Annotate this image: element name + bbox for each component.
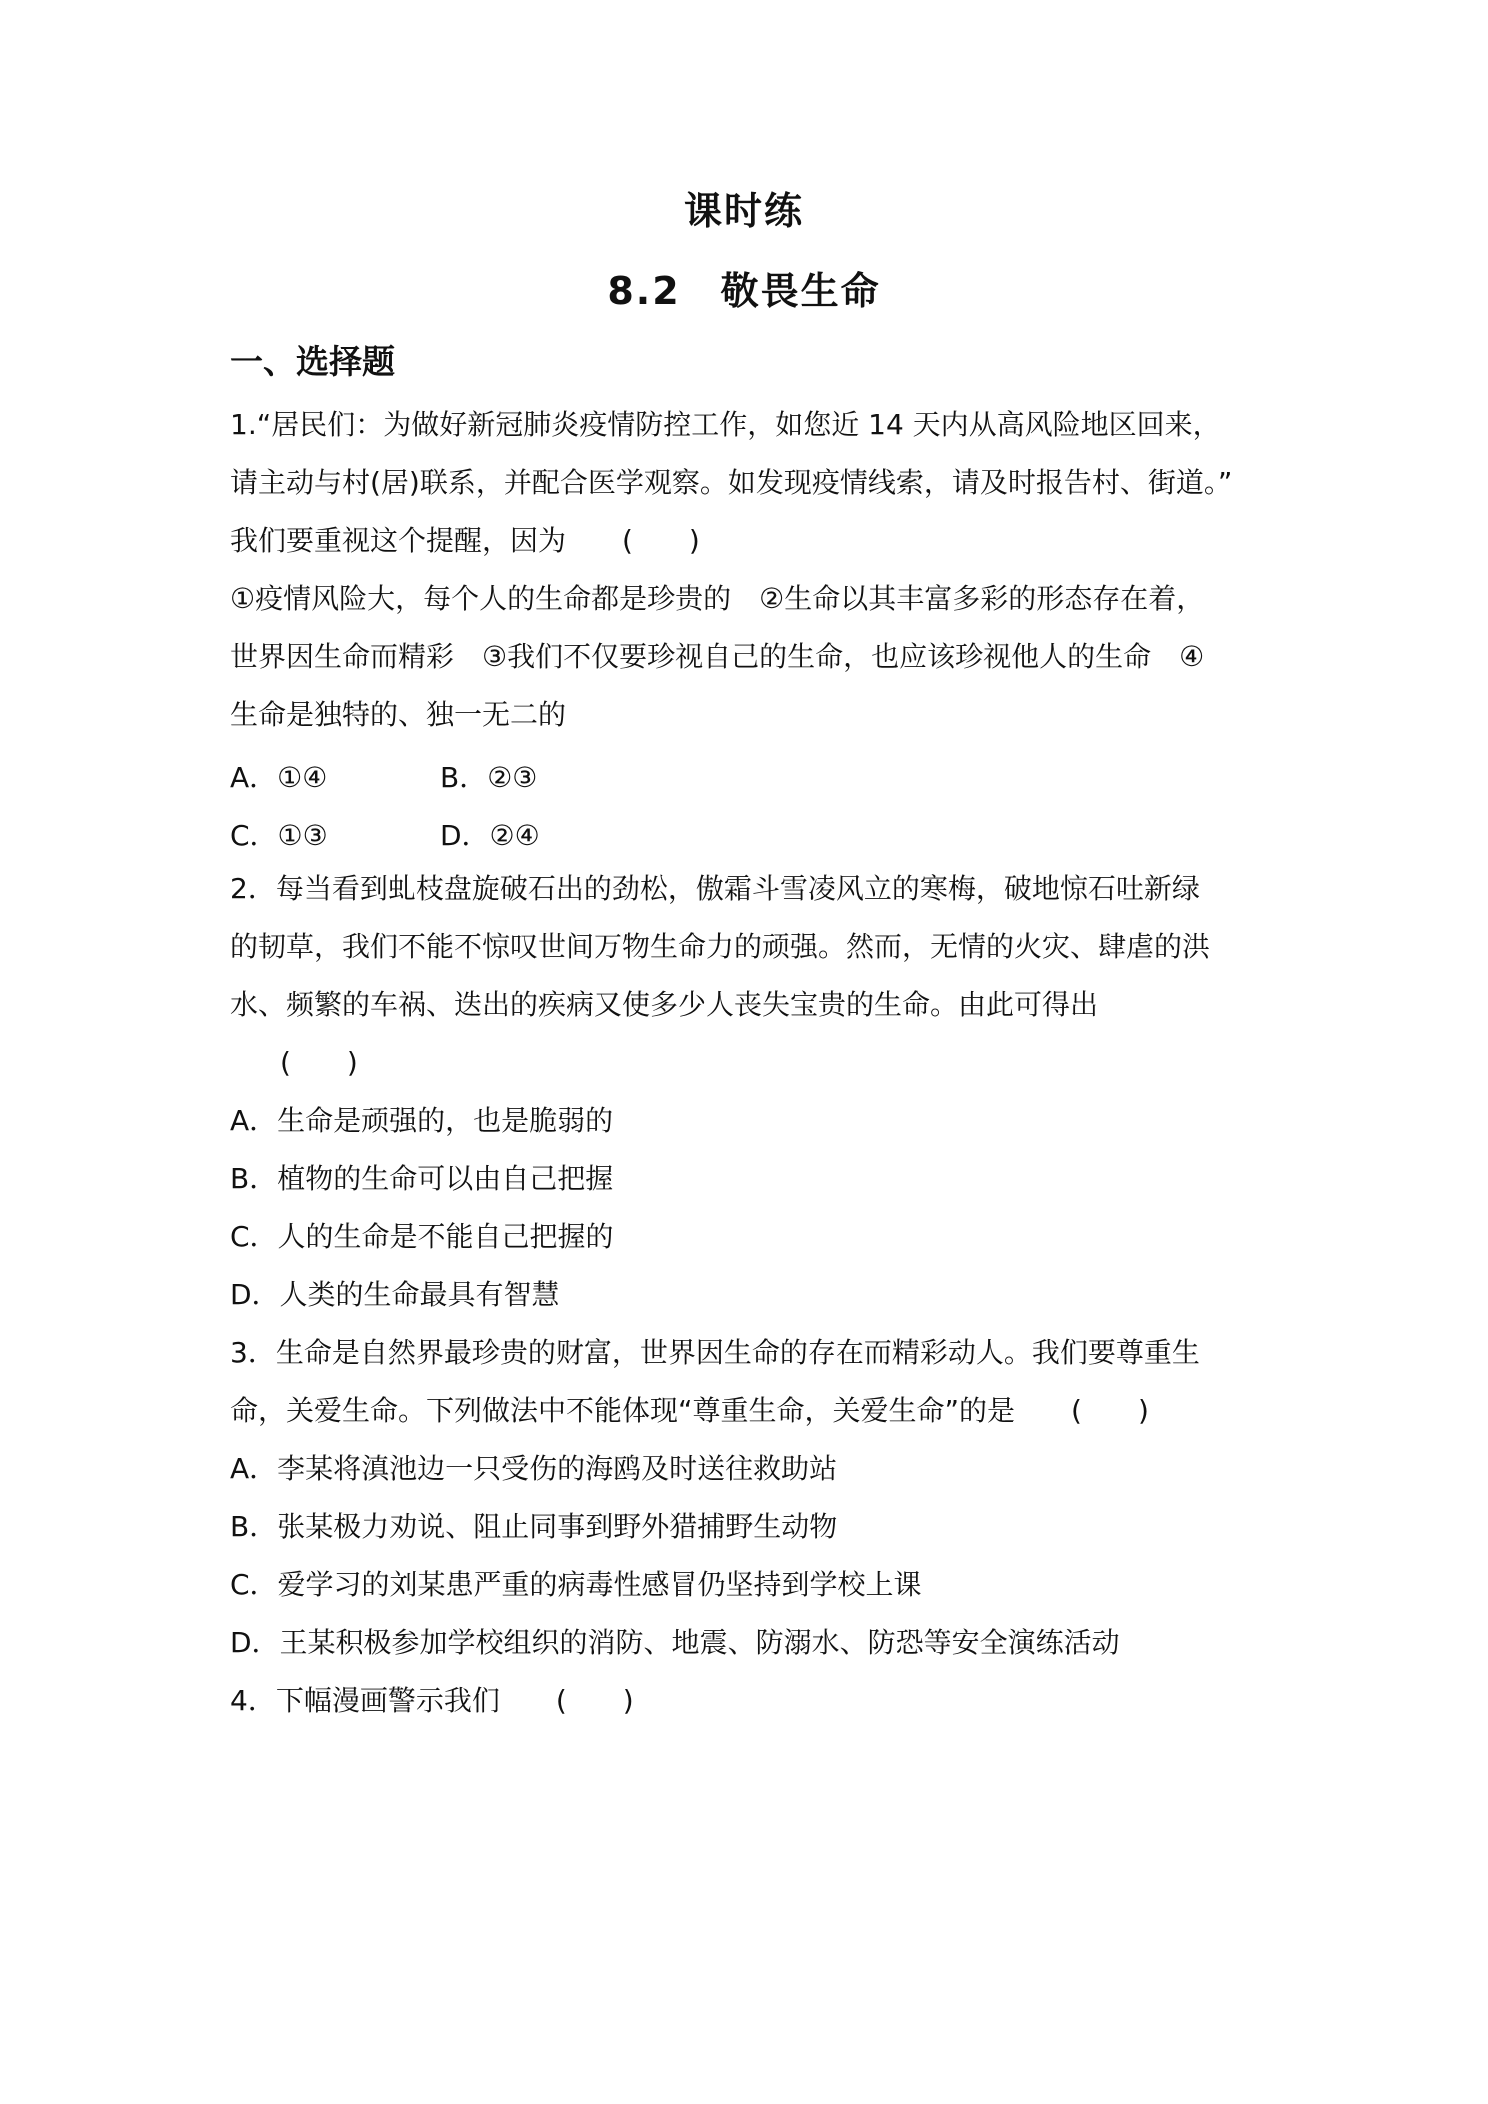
question-4-line-1: 4．下幅漫画警示我们 ( ) [230, 1684, 634, 1717]
question-1-options-row-1 [230, 756, 1130, 796]
question-1-line-6: 生命是独特的、独一无二的 [230, 698, 567, 731]
lesson-title: 8.2 敬畏生命 [607, 269, 881, 313]
question-1-option-d: D．②④ [440, 819, 540, 852]
question-3-line-1: 3．生命是自然界最珍贵的财富，世界因生命的存在而精彩动人。我们要尊重生 [230, 1336, 1200, 1369]
question-2-option-d: D．人类的生命最具有智慧 [230, 1278, 560, 1311]
question-2-option-b: B．植物的生命可以由自己把握 [230, 1162, 614, 1195]
question-1-option-c: C．①③ [230, 819, 328, 852]
question-3-option-d: D．王某积极参加学校组织的消防、地震、防溺水、防恐等安全演练活动 [230, 1626, 1120, 1659]
question-1-line-5: 世界因生命而精彩 ③我们不仅要珍视自己的生命，也应该珍视他人的生命 ④ [230, 640, 1205, 673]
section-heading: 一、选择题 [230, 342, 395, 381]
question-2-line-1: 2．每当看到虬枝盘旋破石出的劲松，傲霜斗雪凌风立的寒梅，破地惊石吐新绿 [230, 872, 1200, 905]
question-3-option-c: C．爱学习的刘某患严重的病毒性感冒仍坚持到学校上课 [230, 1568, 922, 1601]
question-3-line-2: 命，关爱生命。下列做法中不能体现“尊重生命，关爱生命”的是 ( ) [230, 1394, 1149, 1427]
question-1-option-b: B．②③ [440, 761, 538, 794]
question-2-line-2: 的韧草，我们不能不惊叹世间万物生命力的顽强。然而，无情的火灾、肆虐的洪 [230, 930, 1211, 963]
question-3-option-a: A．李某将滇池边一只受伤的海鸥及时送往救助站 [230, 1452, 838, 1485]
question-1-line-3: 我们要重视这个提醒，因为 ( ) [230, 524, 700, 557]
question-2-option-c: C．人的生命是不能自己把握的 [230, 1220, 614, 1253]
question-3-option-b: B．张某极力劝说、阻止同事到野外猎捕野生动物 [230, 1510, 838, 1543]
question-1-line-2: 请主动与村(居)联系，并配合医学观察。如发现疫情线索，请及时报告村、街道。” [230, 466, 1233, 499]
question-1-options-row-2 [230, 814, 1130, 854]
question-1-line-1: 1.“居民们：为做好新冠肺炎疫情防控工作，如您近 14 天内从高风险地区回来， [230, 408, 1221, 441]
document-title: 课时练 [683, 189, 804, 233]
question-1-line-4: ①疫情风险大，每个人的生命都是珍贵的 ②生命以其丰富多彩的形态存在着， [230, 582, 1205, 615]
question-2-line-4: ( ) [280, 1046, 358, 1079]
question-1-option-a: A．①④ [230, 761, 328, 794]
question-2-option-a: A．生命是顽强的，也是脆弱的 [230, 1104, 614, 1137]
question-2-line-3: 水、频繁的车祸、迭出的疾病又使多少人丧失宝贵的生命。由此可得出 [230, 988, 1099, 1021]
